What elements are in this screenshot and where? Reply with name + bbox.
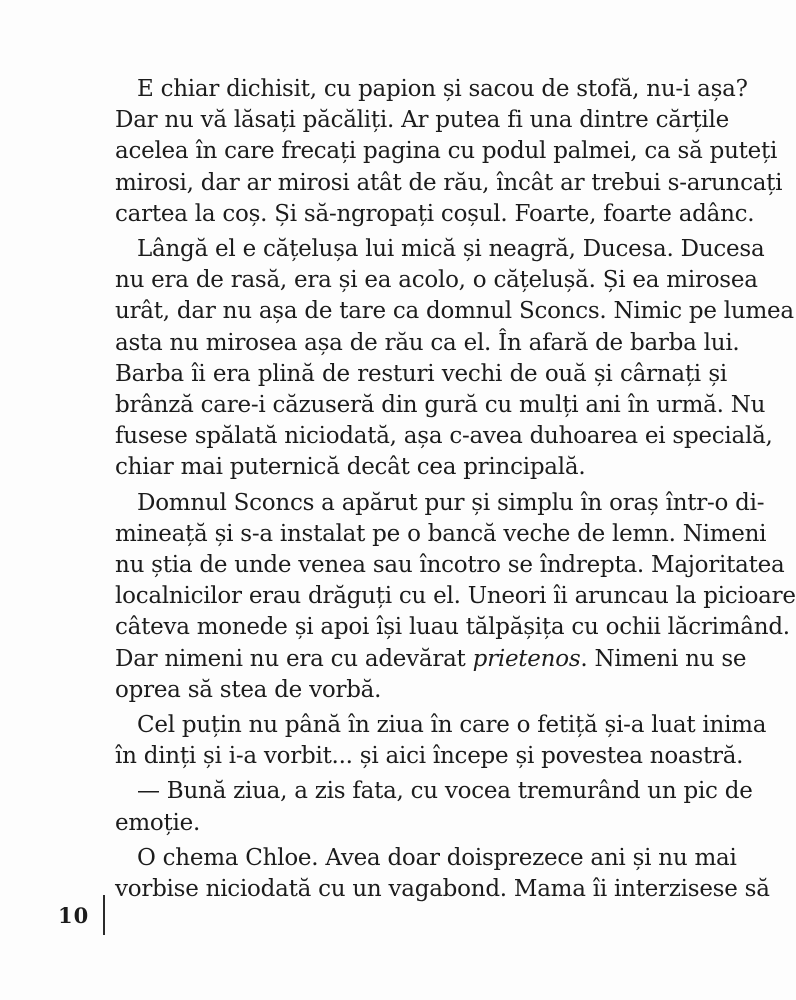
text-line: mineață și s-a instalat pe o bancă veche de lemn. Nimeni (115, 520, 767, 547)
text-line: asta nu mirosea așa de rău ca el. În afară de barba lui. (115, 329, 740, 356)
paragraph-6 (115, 843, 770, 905)
page-footer (58, 895, 105, 935)
page-number-rule (103, 895, 105, 935)
text-line: Lângă el e cățelușa lui mică și neagră, Ducesa. Ducesa (137, 236, 765, 263)
text-line: acelea în care frecați pagina cu podul palmei, ca să puteți (115, 138, 778, 165)
text-line: câteva monede și apoi își luau tălpășița cu ochii lăcrimând. (115, 614, 790, 641)
text-line: vorbise niciodată cu un vagabond. Mama îi interzisese să (115, 876, 770, 903)
text-line: oprea să stea de vorbă. (115, 676, 382, 703)
text-line: Cel puțin nu până în ziua în care o fetiță și-a luat inima (137, 712, 767, 739)
text-line: Barba îi era plină de resturi vechi de ouă și cârnați și (115, 360, 727, 387)
text-line: brânză care-i căzuseră din gură cu mulți ani în urmă. Nu (115, 392, 766, 419)
paragraph-4 (115, 710, 767, 772)
page-number: 10 (58, 902, 90, 928)
text-line: cartea la coș. Și să-ngropați coșul. Foarte, foarte adânc. (115, 200, 755, 227)
emphasized-word: prietenos (472, 645, 581, 672)
paragraph-2 (115, 234, 794, 484)
text-line: nu știa de unde venea sau încotro se îndrepta. Majoritatea (115, 552, 785, 579)
text-line: fusese spălată niciodată, așa c-avea duhoarea ei specială, (115, 423, 773, 450)
text-segment: Dar nimeni nu era cu adevărat (115, 645, 473, 672)
text-line: chiar mai puternică decât cea principală. (115, 454, 586, 481)
text-line: urât, dar nu așa de tare ca domnul Sconcs. Nimic pe lumea (115, 298, 794, 325)
text-line: Dar nu vă lăsați păcăliți. Ar putea fi una dintre cărțile (115, 107, 729, 134)
text-line: mirosi, dar ar mirosi atât de rău, încât ar trebui s-aruncați (115, 169, 783, 196)
text-segment: . Nimeni nu se (580, 645, 747, 672)
text-line: Domnul Sconcs a apărut pur și simplu în oraș într-o di- (137, 489, 765, 516)
text-line: localnicilor erau drăguți cu el. Uneori îi aruncau la picioare (115, 583, 796, 610)
paragraph-1 (115, 74, 783, 230)
text-line: nu era de rasă, era și ea acolo, o cățelușă. Și ea mirosea (115, 267, 758, 294)
text-line: emoție. (115, 809, 201, 836)
body-text (115, 74, 796, 905)
text-line (115, 644, 747, 675)
paragraph-3 (115, 488, 796, 706)
text-line: E chiar dichisit, cu papion și sacou de stofă, nu-i așa? (137, 76, 748, 102)
text-line: O chema Chloe. Avea doar doisprezece ani și nu mai (137, 844, 737, 871)
text-line: — Bună ziua, a zis fata, cu vocea tremurând un pic de (137, 778, 753, 805)
paragraph-5 (115, 776, 753, 838)
text-line: în dinți și i-a vorbit... și aici începe și povestea noastră. (115, 743, 744, 770)
